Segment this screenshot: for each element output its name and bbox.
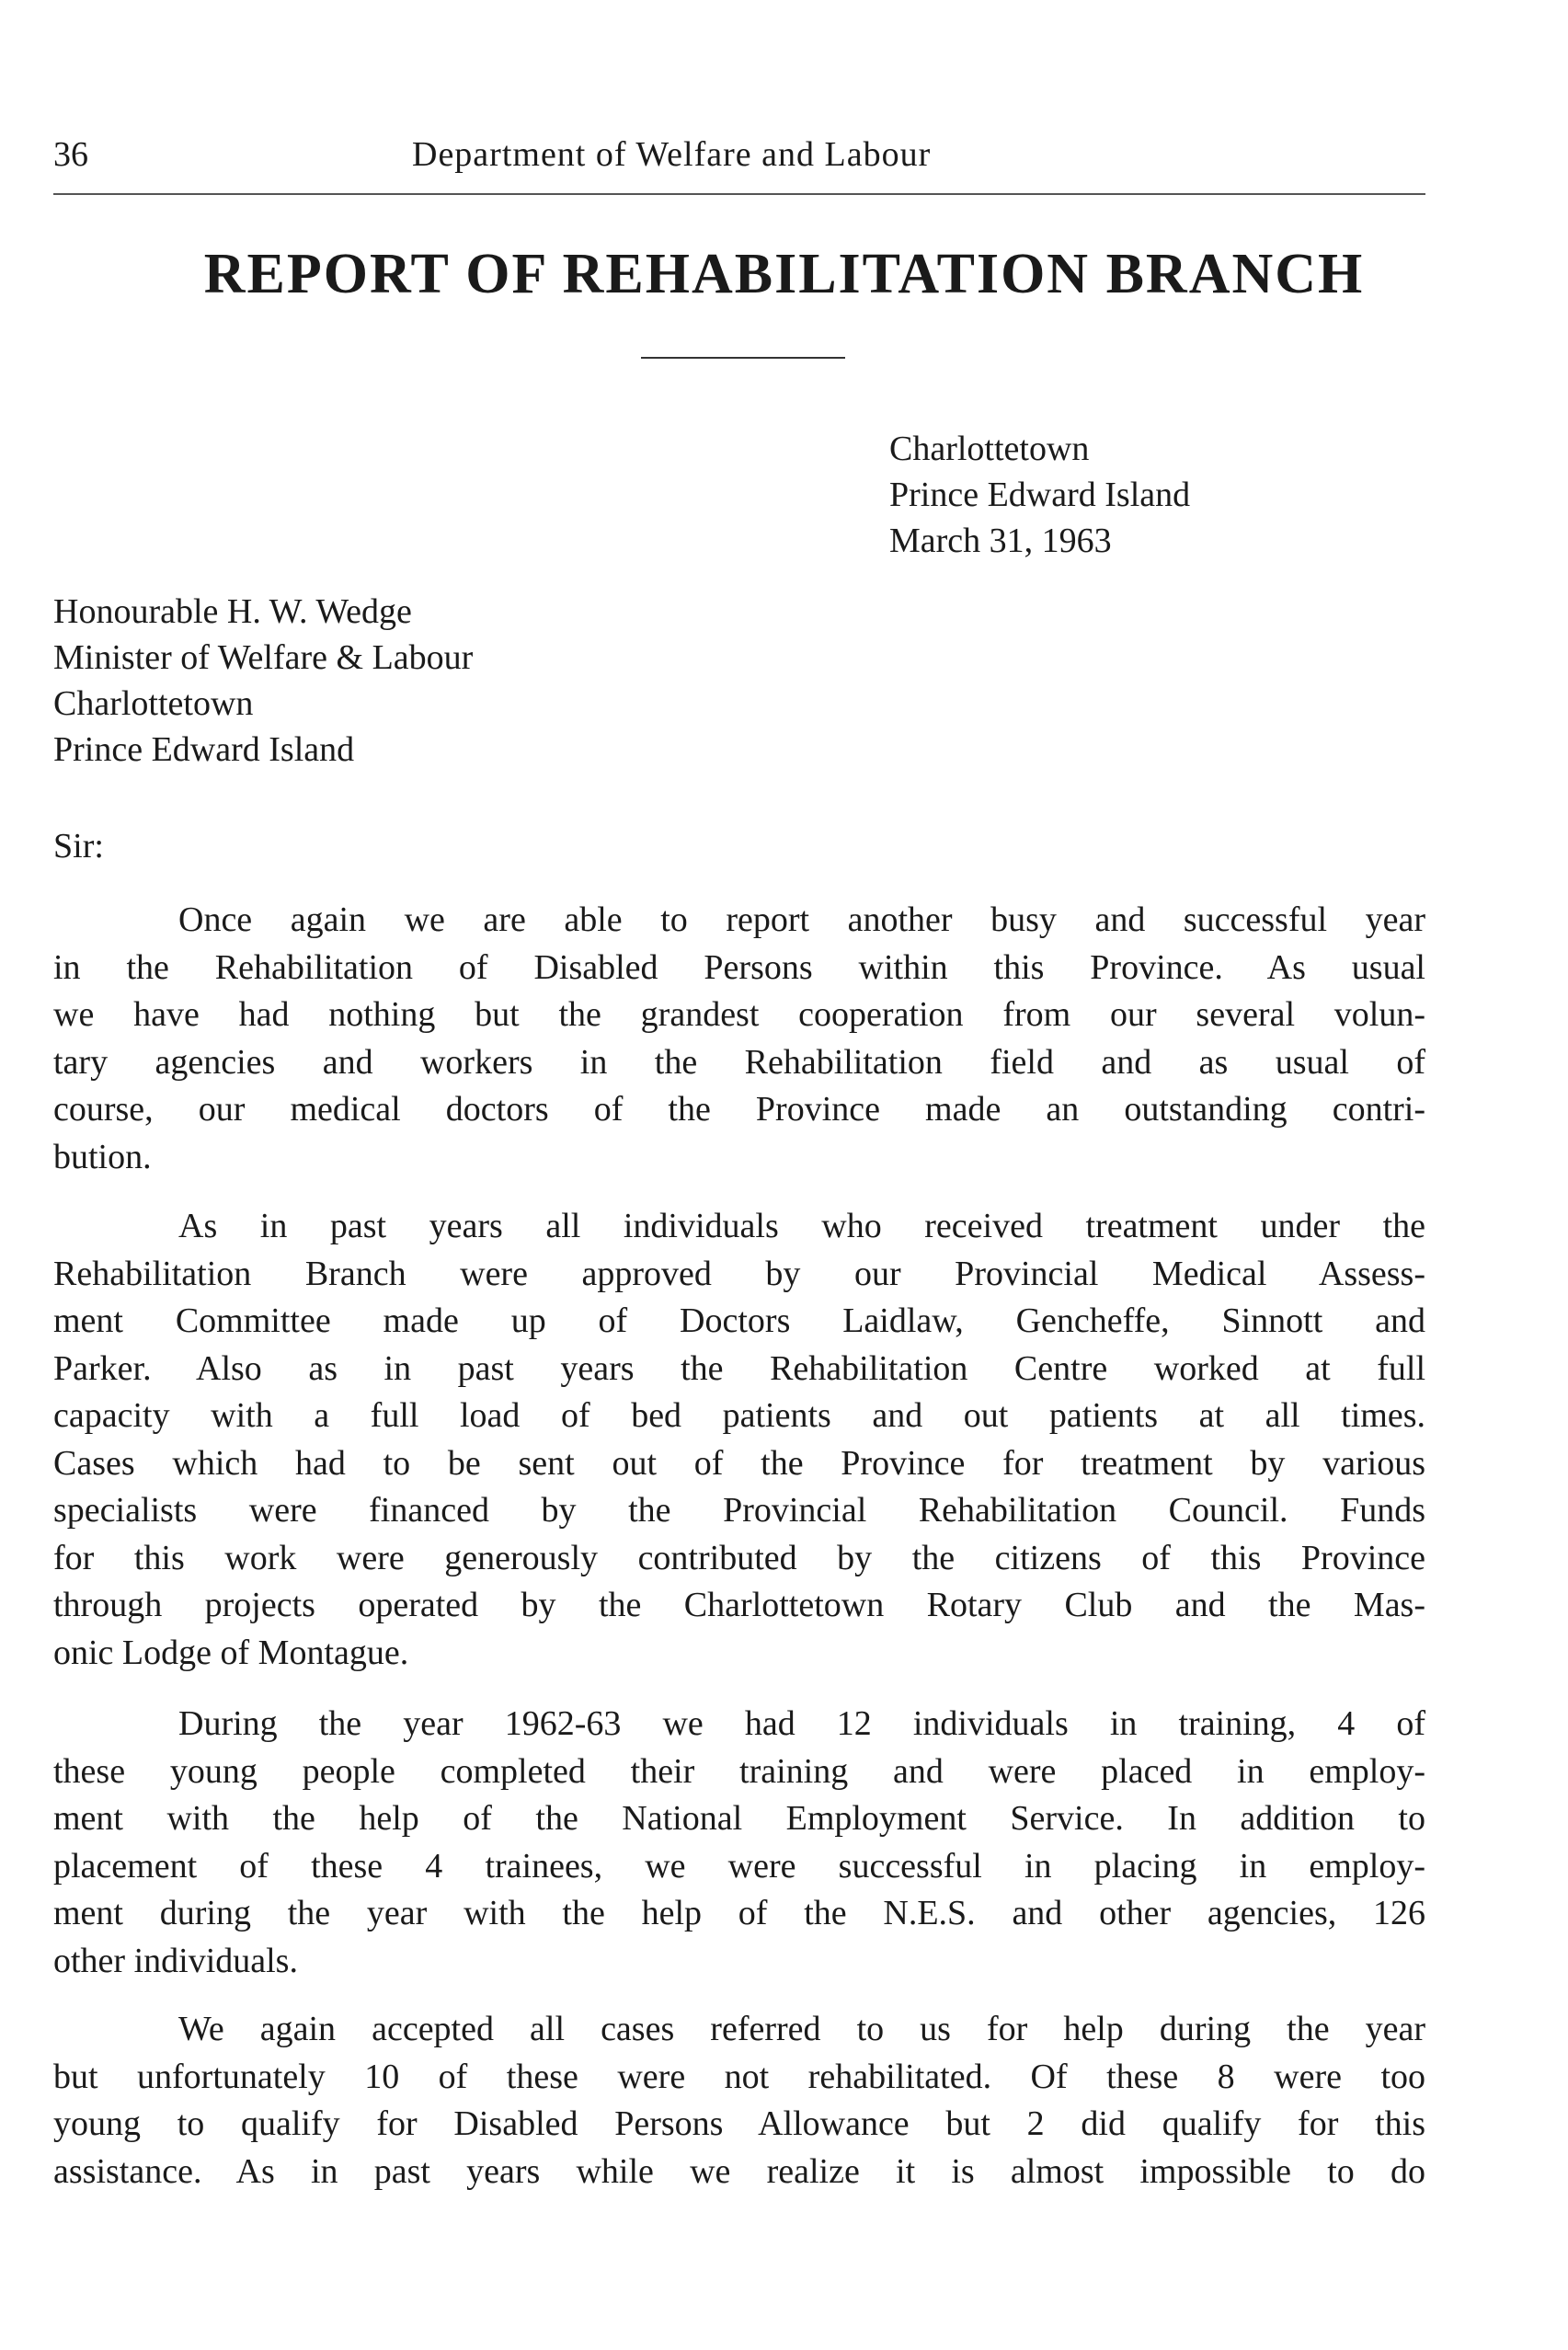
report-title: REPORT OF REHABILITATION BRANCH — [203, 243, 1365, 305]
paragraph-line: specialists were financed by the Provincial Rehabilitation Council. Funds — [53, 1491, 1425, 1530]
paragraph-line: onic Lodge of Montague. — [53, 1633, 409, 1672]
paragraph-line: capacity with a full load of bed patients and out patients at all times. — [53, 1396, 1425, 1435]
addressee-city: Charlottetown — [53, 684, 254, 723]
addressee-name: Honourable H. W. Wedge — [53, 592, 412, 631]
paragraph-line: but unfortunately 10 of these were not rehabilitated. Of these 8 were too — [53, 2057, 1425, 2096]
dateline-province: Prince Edward Island — [889, 476, 1191, 514]
title-divider — [641, 357, 845, 359]
paragraph-line: for this work were generously contributed by the citizens of this Province — [53, 1538, 1425, 1577]
running-head — [53, 129, 1425, 180]
paragraph-line: As in past years all individuals who received treatment under the — [178, 1207, 1425, 1245]
paragraph-line: tary agencies and workers in the Rehabilitation field and as usual of — [53, 1042, 1425, 1082]
paragraph-line: bution. — [53, 1137, 152, 1176]
paragraph-line: Once again we are able to report another busy and successful year — [178, 900, 1425, 939]
paragraph-line: young to qualify for Disabled Persons Allowance but 2 did qualify for this — [53, 2104, 1425, 2143]
paragraph-line: we have had nothing but the grandest cooperation from our several volun- — [53, 995, 1425, 1034]
salutation: Sir: — [53, 827, 104, 865]
paragraph-line: ment Committee made up of Doctors Laidlaw, Gencheffe, Sinnott and — [53, 1301, 1425, 1340]
paragraph-line: other individuals. — [53, 1941, 298, 1980]
paragraph-line: placement of these 4 trainees, we were successful in placing in employ- — [53, 1846, 1425, 1886]
paragraph-line: these young people completed their training and were placed in employ- — [53, 1751, 1425, 1791]
paragraph-line: ment with the help of the National Employment Service. In addition to — [53, 1799, 1425, 1838]
paragraph-2 — [53, 1203, 1425, 1677]
paragraph-line: During the year 1962-63 we had 12 individuals in training, 4 of — [178, 1704, 1425, 1743]
header-divider — [53, 193, 1425, 195]
addressee-position: Minister of Welfare & Labour — [53, 638, 474, 677]
paragraph-line: Cases which had to be sent out of the Province for treatment by various — [53, 1443, 1425, 1483]
dateline — [889, 426, 1190, 564]
dateline-city: Charlottetown — [889, 430, 1090, 468]
paragraph-line: assistance. As in past years while we realize it is almost impossible to do — [53, 2151, 1425, 2191]
addressee-province: Prince Edward Island — [53, 730, 355, 769]
paragraph-1 — [53, 897, 1425, 1181]
paragraph-3 — [53, 1701, 1425, 1985]
addressee — [53, 589, 473, 773]
paragraph-line: in the Rehabilitation of Disabled Persons within this Province. As usual — [53, 947, 1425, 987]
dateline-date: March 31, 1963 — [889, 522, 1112, 560]
paragraph-4 — [53, 2006, 1425, 2195]
running-head-title: Department of Welfare and Labour — [412, 135, 932, 174]
paragraph-line: Parker. Also as in past years the Rehabilitation Centre worked at full — [53, 1348, 1425, 1388]
paragraph-line: We again accepted all cases referred to us for help during the year — [178, 2010, 1425, 2048]
page-number: 36 — [53, 135, 88, 174]
paragraph-line: Rehabilitation Branch were approved by our Provincial Medical Assess- — [53, 1254, 1425, 1293]
paragraph-line: through projects operated by the Charlottetown Rotary Club and the Mas- — [53, 1586, 1425, 1624]
paragraph-line: course, our medical doctors of the Province made an outstanding contri- — [53, 1090, 1425, 1129]
paragraph-line: ment during the year with the help of the N.E.S. and other agencies, 126 — [53, 1894, 1425, 1932]
